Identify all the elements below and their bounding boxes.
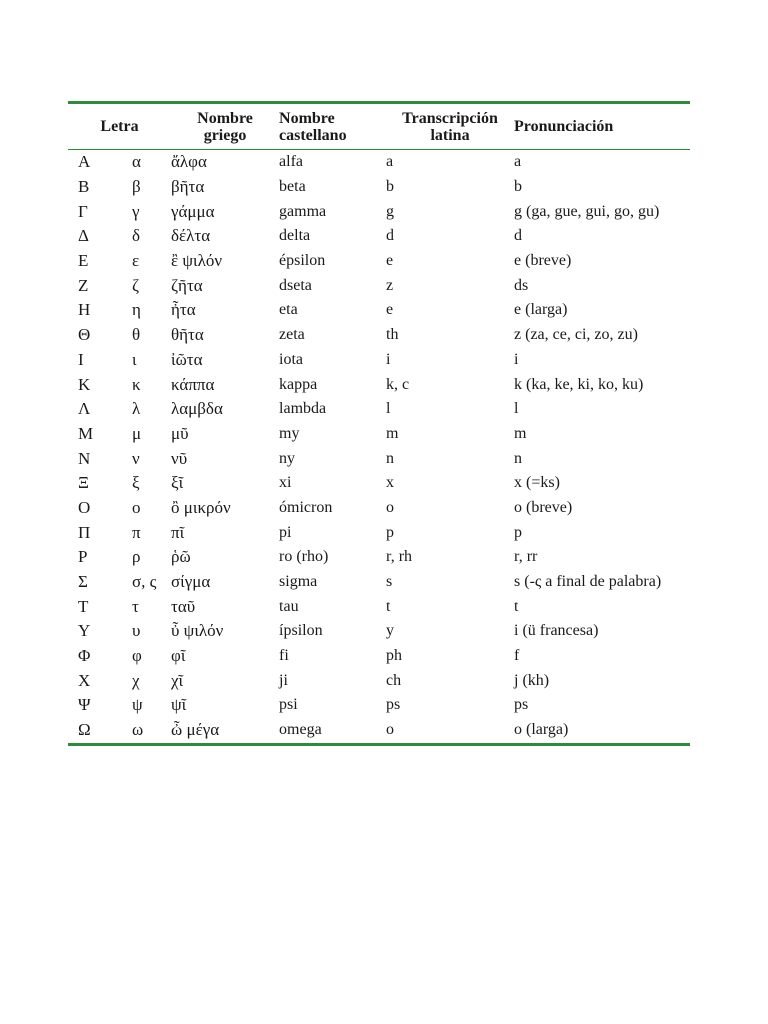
table-row [68,594,690,619]
spanish-name: eta [279,301,298,319]
greek-name: κάππα [171,374,215,394]
table-row [68,150,690,175]
table-row [68,471,690,496]
greek-name: ξῖ [171,473,184,493]
uppercase-letter: Θ [78,325,91,345]
header-transcripcion-line1: Transcripción [402,109,498,127]
pronunciation: d [514,227,523,245]
uppercase-letter: Δ [78,226,89,246]
uppercase-letter: Β [78,177,90,197]
uppercase-letter: Υ [78,621,91,641]
spanish-name: épsilon [279,252,326,270]
table-row [68,397,690,422]
pronunciation: i (ü francesa) [514,622,599,640]
latin-transcription: ch [386,671,402,689]
lowercase-letter: ψ [132,695,143,715]
header-letra: Letra [100,118,139,135]
latin-transcription: l [386,400,391,418]
greek-name: ὂ μικρόν [171,497,231,517]
latin-transcription: y [386,622,395,640]
pronunciation: o (larga) [514,721,569,739]
uppercase-letter: Λ [78,399,91,419]
pronunciation: a [514,153,522,171]
lowercase-letter: π [132,522,141,542]
spanish-name: dseta [279,276,312,294]
pronunciation: m [514,424,527,442]
uppercase-letter: Ξ [78,473,89,493]
table-row [68,273,690,298]
latin-transcription: p [386,523,395,541]
latin-transcription: e [386,301,394,319]
greek-name: μῦ [171,423,189,443]
latin-transcription: k, c [386,375,410,393]
spanish-name: beta [279,178,306,196]
lowercase-letter: ζ [132,275,140,295]
greek-name: χῖ [171,670,184,690]
spanish-name: ómicron [279,498,333,516]
table-body [68,150,690,745]
pronunciation: ps [514,696,529,714]
lowercase-letter: χ [132,670,140,690]
spanish-name: ji [279,671,288,689]
latin-transcription: b [386,178,395,196]
table-row [68,496,690,521]
greek-name: σίγμα [171,572,211,592]
lowercase-letter: η [132,300,141,320]
greek-name: θῆτα [171,325,204,345]
uppercase-letter: Τ [78,596,89,616]
spanish-name: pi [279,523,292,541]
lowercase-letter: λ [132,399,141,419]
pronunciation: r, rr [514,548,538,566]
lowercase-letter: ν [132,448,140,468]
latin-transcription: o [386,721,395,739]
greek-name: ψῖ [171,695,187,715]
pronunciation: g (ga, gue, gui, go, gu) [514,202,660,220]
spanish-name: my [279,424,300,442]
lowercase-letter: υ [132,621,141,641]
uppercase-letter: Ε [78,251,89,271]
uppercase-letter: Ι [78,349,84,369]
uppercase-letter: Ρ [78,547,88,567]
spanish-name: gamma [279,202,327,220]
greek-name: δέλτα [171,226,211,246]
spanish-name: psi [279,696,298,714]
spanish-name: delta [279,227,311,245]
table-row [68,693,690,718]
uppercase-letter: Κ [78,374,91,394]
table-row [68,446,690,471]
lowercase-letter: σ, ς [132,572,157,592]
header-row [68,103,690,150]
greek-name: λαμβδα [171,399,223,419]
greek-name: ῥῶ [171,547,191,567]
lowercase-letter: ε [132,251,140,271]
latin-transcription: ph [386,647,403,665]
pronunciation: x (=ks) [514,474,560,492]
spanish-name: sigma [279,573,318,591]
pronunciation: j (kh) [514,671,550,689]
lowercase-letter: ξ [132,473,140,493]
lowercase-letter: ο [132,497,141,517]
spanish-name: tau [279,597,299,615]
greek-name: ἒ ψιλόν [171,251,223,271]
lowercase-letter: α [132,152,141,172]
table-row [68,348,690,373]
table-row [68,372,690,397]
pronunciation: z (za, ce, ci, zo, zu) [514,326,638,344]
uppercase-letter: Σ [78,572,88,592]
spanish-name: lambda [279,400,327,418]
greek-name: βῆτα [171,177,205,197]
latin-transcription: z [386,276,394,294]
pronunciation: e (breve) [514,252,572,270]
spanish-name: ro (rho) [279,548,329,566]
table-header [68,103,690,150]
latin-transcription: t [386,597,391,615]
table-row [68,422,690,447]
uppercase-letter: Γ [78,201,88,221]
greek-name: ἰῶτα [171,349,203,369]
table-row [68,224,690,249]
greek-name: ἦτα [171,300,196,320]
header-nombre-griego-line1: Nombre [197,109,253,127]
uppercase-letter: Ο [78,497,91,517]
latin-transcription: d [386,227,395,245]
spanish-name: fi [279,647,289,665]
lowercase-letter: θ [132,325,141,345]
header-nombre-castellano-line2: castellano [279,126,347,144]
greek-alphabet-table [68,101,690,746]
uppercase-letter: Χ [78,670,91,690]
table-row [68,520,690,545]
greek-name: ἄλφα [171,152,207,172]
pronunciation: n [514,449,523,467]
latin-transcription: g [386,202,395,220]
pronunciation: e (larga) [514,301,568,319]
lowercase-letter: φ [132,646,142,666]
spanish-name: kappa [279,375,318,393]
latin-transcription: e [386,252,394,270]
spanish-name: iota [279,350,304,368]
greek-name: ὖ ψιλόν [171,621,224,641]
lowercase-letter: δ [132,226,141,246]
latin-transcription: m [386,424,399,442]
latin-transcription: n [386,449,395,467]
table-row [68,619,690,644]
spanish-name: zeta [279,326,305,344]
latin-transcription: th [386,326,399,344]
table-row [68,718,690,744]
header-transcripcion-line2: latina [430,126,470,144]
pronunciation: i [514,350,519,368]
latin-transcription: i [386,350,391,368]
uppercase-letter: Φ [78,646,91,666]
spanish-name: ípsilon [279,622,323,640]
header-nombre-griego [171,103,279,150]
pronunciation: ds [514,276,529,294]
table-row [68,298,690,323]
uppercase-letter: Ν [78,448,91,468]
table-row [68,175,690,200]
greek-name: ζῆτα [171,275,203,295]
lowercase-letter: κ [132,374,141,394]
table-row [68,249,690,274]
greek-name: ταῦ [171,596,196,616]
uppercase-letter: Ψ [78,695,91,715]
latin-transcription: ps [386,696,401,714]
pronunciation: f [514,647,520,665]
header-nombre-griego-line2: griego [203,126,247,144]
uppercase-letter: Α [78,152,91,172]
spanish-name: omega [279,721,322,739]
uppercase-letter: Η [78,300,91,320]
table-row [68,570,690,595]
pronunciation: t [514,597,519,615]
table-row [68,644,690,669]
header-pronunciacion: Pronunciación [514,118,614,135]
uppercase-letter: Μ [78,423,94,443]
header-nombre-castellano-line1: Nombre [279,109,335,127]
table-row [68,668,690,693]
greek-name: πῖ [171,522,185,542]
lowercase-letter: μ [132,423,142,443]
table-row [68,545,690,570]
latin-transcription: a [386,153,394,171]
header-transcripcion-latina [386,103,514,150]
uppercase-letter: Π [78,522,91,542]
spanish-name: ny [279,449,296,467]
pronunciation: s (-ς a final de palabra) [514,573,662,591]
lowercase-letter: γ [132,201,140,221]
lowercase-letter: β [132,177,141,197]
latin-transcription: o [386,498,395,516]
pronunciation: o (breve) [514,498,573,516]
latin-transcription: r, rh [386,548,413,566]
pronunciation: k (ka, ke, ki, ko, ku) [514,375,644,393]
greek-name: γάμμα [171,201,215,221]
uppercase-letter: Ζ [78,275,89,295]
uppercase-letter: Ω [78,720,91,740]
greek-name: ὦ μέγα [171,720,220,740]
lowercase-letter: ω [132,720,144,740]
latin-transcription: s [386,573,393,591]
lowercase-letter: τ [132,596,139,616]
pronunciation: b [514,178,523,196]
pronunciation: p [514,523,523,541]
table-row [68,199,690,224]
pronunciation: l [514,400,519,418]
greek-name: φῖ [171,646,186,666]
lowercase-letter: ι [132,349,137,369]
lowercase-letter: ρ [132,547,141,567]
spanish-name: xi [279,474,292,492]
header-nombre-castellano [279,103,386,150]
greek-name: νῦ [171,448,188,468]
spanish-name: alfa [279,153,303,171]
latin-transcription: x [386,474,395,492]
table-row [68,323,690,348]
